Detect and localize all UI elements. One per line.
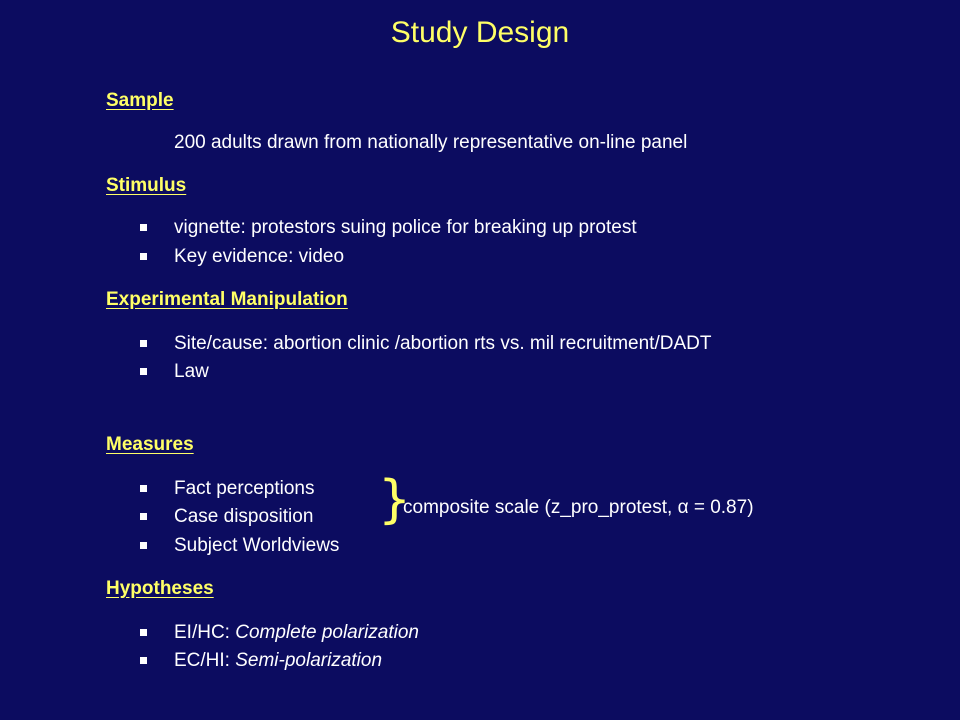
slide-title: Study Design [390, 16, 570, 49]
square-bullet-icon [140, 224, 147, 231]
hypothesis-emphasis: Semi-polarization [235, 650, 383, 671]
sample-text: 200 adults drawn from nationally representative on-line panel [174, 132, 688, 153]
square-bullet-icon [140, 485, 147, 492]
bullet-text [174, 621, 419, 645]
hypothesis-prefix: EI/HC: [174, 622, 236, 643]
bullet-text [174, 649, 382, 673]
square-bullet-icon [140, 368, 147, 375]
square-bullet-icon [140, 253, 147, 260]
sample-heading: Sample [106, 90, 174, 111]
stimulus-heading: Stimulus [106, 175, 187, 196]
square-bullet-icon [140, 629, 147, 636]
hypotheses-heading: Hypotheses [106, 578, 214, 599]
square-bullet-icon [140, 513, 147, 520]
bullet-text: Site/cause: abortion clinic /abortion rts vs. mil recruitment/DADT [174, 333, 712, 354]
square-bullet-icon [140, 657, 147, 664]
hypothesis-prefix: EC/HI: [174, 650, 236, 671]
bullet-text: vignette: protestors suing police for breaking up protest [174, 217, 637, 238]
right-brace-icon: } [378, 470, 412, 530]
hypothesis-emphasis: Complete polarization [235, 622, 419, 643]
bullet-text: Law [174, 361, 209, 382]
manipulation-heading: Experimental Manipulation [106, 289, 348, 310]
square-bullet-icon [140, 542, 147, 549]
measures-heading: Measures [106, 434, 194, 455]
square-bullet-icon [140, 340, 147, 347]
bullet-text: Key evidence: video [174, 246, 345, 267]
bullet-text: Subject Worldviews [174, 535, 340, 556]
composite-scale-note: composite scale (z_pro_protest, α = 0.87) [403, 497, 754, 518]
bullet-text: Fact perceptions [174, 478, 315, 499]
bullet-text: Case disposition [174, 506, 314, 527]
